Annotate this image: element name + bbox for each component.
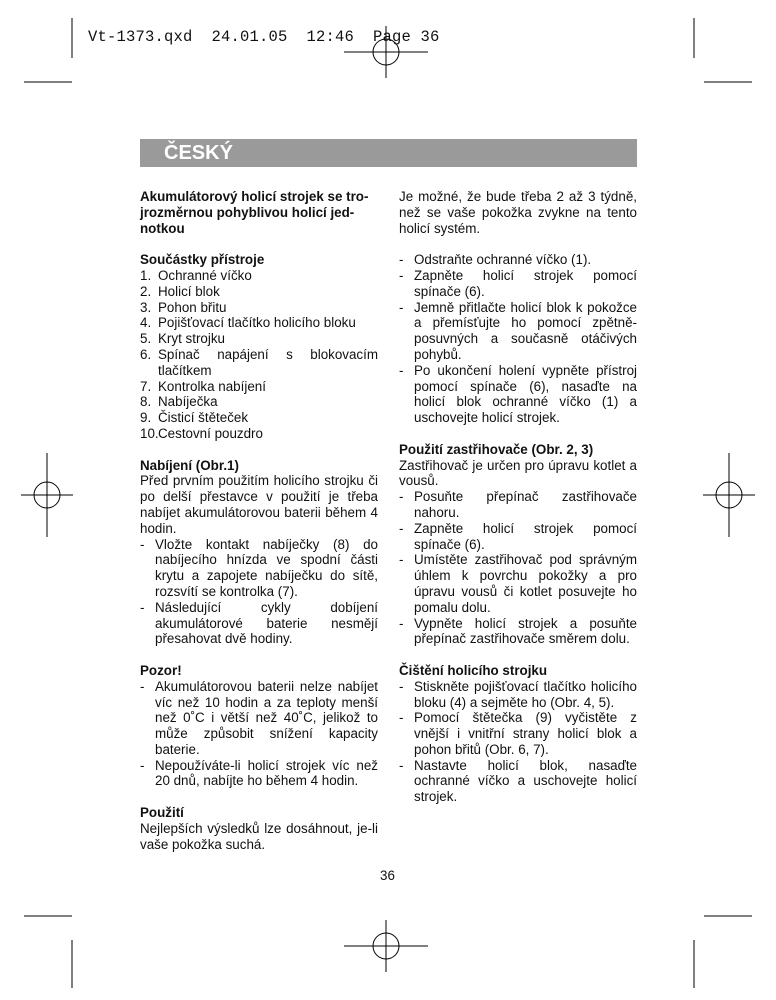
cleaning-heading: Čištění holicího strojku: [399, 662, 548, 678]
list-item: - Zapněte holicí strojek pomocí spínače (6).: [399, 520, 637, 552]
print-slug: Vt-1373.qxd 24.01.05 12:46 Page 36: [88, 28, 440, 46]
intro-title: Akumulátorový holicí strojek se tro-jrozměrnou pohyblivou holicí jed-notkou: [140, 189, 369, 236]
usage-heading: Použití: [140, 805, 184, 821]
list-item: 2. Holicí blok: [140, 283, 220, 299]
list-item: 9. Čisticí štěteček: [140, 410, 249, 426]
list-item: - Pomocí štětečka (9) vyčistěte z vnější i vnitřní strany holicí blok a pohon břitů (Obr. 6, 7).: [399, 710, 637, 757]
list-item: - Vložte kontakt nabíječky (8) do nabíjecího hnízda ve spodní části krytu a zapojete nabíječku do sítě, rozsvítí se kontrolka (7).: [140, 536, 378, 599]
list-item: - Posuňte přepínač zastřihovače nahoru.: [399, 489, 637, 520]
list-item: - Po ukončení holení vypněte přístroj pomocí spínače (6), nasaďte na holicí blok ochranné víčko (1) a uschovejte holicí strojek.: [399, 362, 637, 426]
list-item: 1. Ochranné víčko: [140, 267, 252, 283]
trimmer-heading: Použití zastřihovače (Obr. 2, 3): [399, 441, 594, 457]
trimmer-text: Zastřihovač je určen pro úpravu kotlet a vousů.: [399, 457, 637, 489]
usage-steps: [399, 252, 637, 426]
list-item: - Vypněte holicí strojek a posuňte přepínač zastřihovače směrem dolu.: [399, 615, 637, 647]
list-item: 8. Nabíječka: [140, 394, 218, 410]
list-item: 4. Pojišťovací tlačítko holicího bloku: [140, 315, 356, 331]
caution-heading: Pozor!: [140, 662, 182, 678]
charging-steps: [140, 537, 378, 648]
caution-list: [140, 679, 378, 790]
list-item: - Nepoužíváte-li holicí strojek víc než 20 dnů, nabíjte ho během 4 hodin.: [140, 757, 378, 789]
section-header-band: [140, 139, 637, 167]
trimmer-steps: [399, 489, 637, 647]
parts-heading: Součástky přístroje: [140, 252, 265, 268]
list-item: - Následující cykly dobíjení akumulátorové baterie nesmějí přesahovat dvě hodiny.: [140, 599, 378, 647]
cleaning-steps: [399, 679, 637, 805]
section-title: ČESKÝ: [164, 142, 233, 164]
list-item: 5. Kryt strojku: [140, 331, 225, 347]
list-item: - Nastavte holicí blok, nasaďte ochranné víčko a uschovejte holicí strojek.: [399, 757, 637, 805]
list-item: 6. Spínač napájení s blokovacím tlačítkem: [140, 346, 378, 378]
list-item: - Umístěte zastřihovač pod správným úhlem k povrchu pokožky a pro úpravu vousů či kotlet posuvejte ho pomalu dolu.: [399, 552, 637, 615]
page-number: 36: [380, 868, 395, 883]
list-item: - Jemně přitlačte holicí blok k pokožce a přemísťujte ho pomocí zpětně-posuvných a současně otáčivých pohybů.: [399, 299, 637, 362]
parts-list: [140, 268, 378, 442]
list-item: 3. Pohon břitu: [140, 299, 227, 315]
charging-heading: Nabíjení (Obr.1): [140, 457, 239, 473]
list-item: - Zapněte holicí strojek pomocí spínače (6).: [399, 267, 637, 299]
list-item: - Akumulátorovou baterii nelze nabíjet víc než 10 hodin a za teploty menší než 0˚C i větší než 40˚C, jelikož to může způsobit snížení kapacity baterie.: [140, 678, 378, 757]
usage-text: Nejlepších výsledků lze dosáhnout, je-li vaše pokožka suchá.: [140, 820, 378, 852]
charging-text: Před prvním použitím holicího strojku či po delší přestavce v použití je třeba nabíjet akumulátorovou baterii během 4 hodin.: [140, 473, 378, 536]
list-item: 7. Kontrolka nabíjení: [140, 378, 266, 394]
list-item: - Stiskněte pojišťovací tlačítko holicího bloku (4) a sejměte ho (Obr. 4, 5).: [399, 678, 637, 710]
list-item: 10. Cestovní pouzdro: [140, 425, 263, 441]
list-item: - Odstraňte ochranné víčko (1).: [399, 252, 592, 268]
left-column: [140, 189, 378, 852]
right-column: [399, 189, 637, 805]
usage-cont-text: Je možné, že bude třeba 2 až 3 týdně, než se vaše pokožka zvykne na tento holicí systém.: [399, 189, 637, 236]
